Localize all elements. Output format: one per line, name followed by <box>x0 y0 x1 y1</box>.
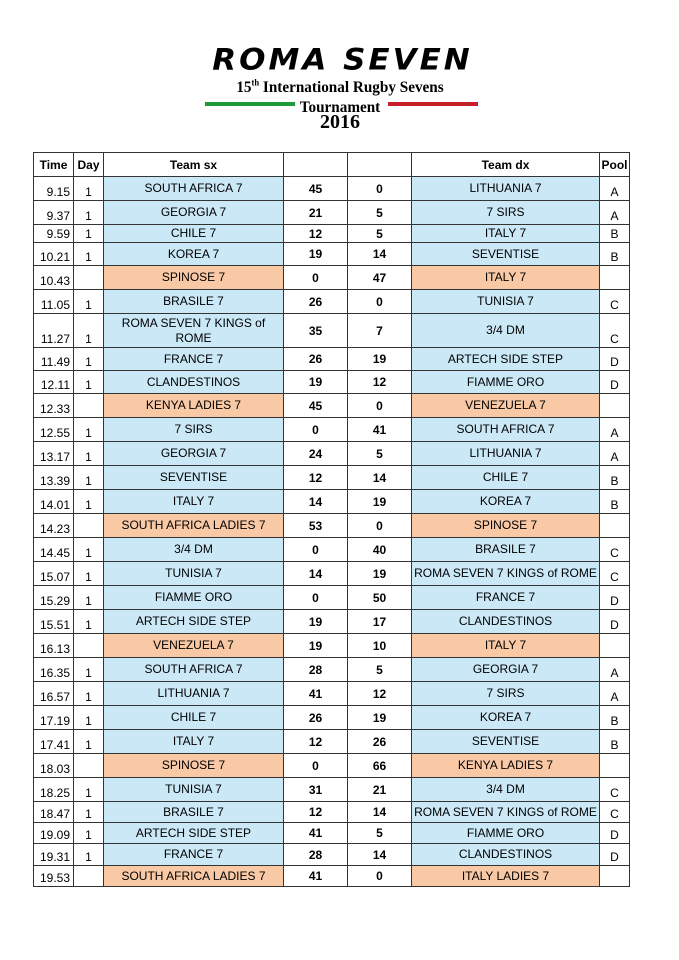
team-sx: LITHUANIA 7 <box>104 682 284 706</box>
score-sx: 26 <box>284 290 348 314</box>
match-day: 1 <box>74 562 104 586</box>
team-sx: CHILE 7 <box>104 225 284 243</box>
header-time: Time <box>34 153 74 177</box>
team-sx: BRASILE 7 <box>104 290 284 314</box>
score-dx: 50 <box>348 586 412 610</box>
table-row <box>34 634 630 658</box>
score-dx: 5 <box>348 225 412 243</box>
match-time: 16.57 <box>34 682 74 706</box>
match-pool: C <box>600 314 630 348</box>
team-dx: 3/4 DM <box>412 314 600 348</box>
score-sx: 53 <box>284 514 348 538</box>
team-dx: LITHUANIA 7 <box>412 442 600 466</box>
score-sx: 28 <box>284 844 348 866</box>
match-day: 1 <box>74 314 104 348</box>
match-day: 1 <box>74 730 104 754</box>
team-dx: KOREA 7 <box>412 490 600 514</box>
score-sx: 21 <box>284 201 348 225</box>
match-day: 1 <box>74 610 104 634</box>
score-dx: 5 <box>348 201 412 225</box>
team-sx: FRANCE 7 <box>104 844 284 866</box>
tournament-year: 2016 <box>320 111 360 133</box>
team-dx: SOUTH AFRICA 7 <box>412 418 600 442</box>
match-day: 1 <box>74 290 104 314</box>
table-row <box>34 442 630 466</box>
score-dx: 41 <box>348 418 412 442</box>
match-day: 1 <box>74 490 104 514</box>
match-day: 1 <box>74 778 104 802</box>
team-dx: SEVENTISE <box>412 243 600 266</box>
score-dx: 12 <box>348 371 412 394</box>
table-row <box>34 243 630 266</box>
match-time: 10.43 <box>34 266 74 290</box>
match-day: 1 <box>74 225 104 243</box>
team-sx: GEORGIA 7 <box>104 442 284 466</box>
match-time: 9.59 <box>34 225 74 243</box>
team-sx: 7 SIRS <box>104 418 284 442</box>
match-pool: A <box>600 201 630 225</box>
match-time: 11.27 <box>34 314 74 348</box>
team-dx: KENYA LADIES 7 <box>412 754 600 778</box>
team-dx: CLANDESTINOS <box>412 844 600 866</box>
team-sx: KENYA LADIES 7 <box>104 394 284 418</box>
team-sx: SOUTH AFRICA 7 <box>104 658 284 682</box>
match-day: 1 <box>74 586 104 610</box>
score-dx: 47 <box>348 266 412 290</box>
team-dx: ROMA SEVEN 7 KINGS of ROME <box>412 562 600 586</box>
match-day: 1 <box>74 371 104 394</box>
match-pool: C <box>600 802 630 823</box>
match-time: 15.29 <box>34 586 74 610</box>
match-pool <box>600 754 630 778</box>
team-dx: 7 SIRS <box>412 682 600 706</box>
team-sx: VENEZUELA 7 <box>104 634 284 658</box>
table-row <box>34 490 630 514</box>
match-time: 11.05 <box>34 290 74 314</box>
match-pool: D <box>600 610 630 634</box>
team-sx: GEORGIA 7 <box>104 201 284 225</box>
match-pool: A <box>600 442 630 466</box>
team-dx: ITALY 7 <box>412 225 600 243</box>
score-sx: 12 <box>284 730 348 754</box>
team-dx: KOREA 7 <box>412 706 600 730</box>
team-dx: SEVENTISE <box>412 730 600 754</box>
match-time: 13.39 <box>34 466 74 490</box>
match-pool: D <box>600 823 630 844</box>
table-row <box>34 844 630 866</box>
score-sx: 0 <box>284 586 348 610</box>
match-day <box>74 754 104 778</box>
score-sx: 19 <box>284 243 348 266</box>
team-sx: ROMA SEVEN 7 KINGS of ROME <box>104 314 284 348</box>
team-sx: KOREA 7 <box>104 243 284 266</box>
header-team-dx: Team dx <box>412 153 600 177</box>
match-pool: A <box>600 658 630 682</box>
match-pool <box>600 266 630 290</box>
team-dx: ROMA SEVEN 7 KINGS of ROME <box>412 802 600 823</box>
team-dx: ITALY 7 <box>412 266 600 290</box>
tournament-header <box>0 0 679 150</box>
match-day: 1 <box>74 538 104 562</box>
match-pool: D <box>600 586 630 610</box>
match-pool: B <box>600 466 630 490</box>
team-dx: TUNISIA 7 <box>412 290 600 314</box>
match-time: 9.37 <box>34 201 74 225</box>
match-time: 18.03 <box>34 754 74 778</box>
table-row <box>34 658 630 682</box>
match-day <box>74 866 104 887</box>
score-sx: 28 <box>284 658 348 682</box>
score-sx: 0 <box>284 266 348 290</box>
match-day <box>74 394 104 418</box>
flag-stripe-red <box>388 102 478 106</box>
match-time: 19.09 <box>34 823 74 844</box>
match-time: 14.01 <box>34 490 74 514</box>
team-sx: BRASILE 7 <box>104 802 284 823</box>
match-pool <box>600 866 630 887</box>
score-dx: 0 <box>348 394 412 418</box>
table-row <box>34 730 630 754</box>
team-dx: VENEZUELA 7 <box>412 394 600 418</box>
match-time: 15.07 <box>34 562 74 586</box>
score-sx: 19 <box>284 610 348 634</box>
score-sx: 0 <box>284 538 348 562</box>
team-dx: FIAMME ORO <box>412 371 600 394</box>
header-score-sx <box>284 153 348 177</box>
score-sx: 12 <box>284 466 348 490</box>
match-time: 14.23 <box>34 514 74 538</box>
score-dx: 12 <box>348 682 412 706</box>
table-row <box>34 514 630 538</box>
score-dx: 26 <box>348 730 412 754</box>
score-dx: 0 <box>348 290 412 314</box>
table-row <box>34 348 630 371</box>
match-time: 12.33 <box>34 394 74 418</box>
match-day: 1 <box>74 201 104 225</box>
team-sx: SPINOSE 7 <box>104 266 284 290</box>
match-pool <box>600 394 630 418</box>
match-day: 1 <box>74 658 104 682</box>
score-dx: 5 <box>348 823 412 844</box>
subtitle-ordinal: 15 <box>236 79 252 96</box>
score-dx: 19 <box>348 490 412 514</box>
team-sx: ITALY 7 <box>104 490 284 514</box>
table-row <box>34 754 630 778</box>
score-sx: 19 <box>284 371 348 394</box>
table-row <box>34 225 630 243</box>
match-time: 9.15 <box>34 177 74 201</box>
table-row <box>34 371 630 394</box>
roma-seven-logo: ROMA SEVEN <box>212 42 473 78</box>
score-dx: 14 <box>348 844 412 866</box>
score-dx: 5 <box>348 658 412 682</box>
table-row <box>34 266 630 290</box>
match-pool: B <box>600 225 630 243</box>
match-time: 17.19 <box>34 706 74 730</box>
match-day: 1 <box>74 682 104 706</box>
subtitle-text: International Rugby Sevens Tournament <box>259 79 444 116</box>
match-pool: C <box>600 290 630 314</box>
team-dx: FRANCE 7 <box>412 586 600 610</box>
score-sx: 31 <box>284 778 348 802</box>
score-sx: 45 <box>284 394 348 418</box>
team-sx: 3/4 DM <box>104 538 284 562</box>
score-dx: 0 <box>348 866 412 887</box>
match-day: 1 <box>74 802 104 823</box>
team-dx: CLANDESTINOS <box>412 610 600 634</box>
score-sx: 26 <box>284 706 348 730</box>
team-sx: CHILE 7 <box>104 706 284 730</box>
match-day: 1 <box>74 706 104 730</box>
score-dx: 14 <box>348 243 412 266</box>
score-dx: 21 <box>348 778 412 802</box>
team-sx: ARTECH SIDE STEP <box>104 610 284 634</box>
match-pool: D <box>600 844 630 866</box>
match-time: 19.31 <box>34 844 74 866</box>
match-pool <box>600 514 630 538</box>
score-sx: 41 <box>284 823 348 844</box>
table-row <box>34 706 630 730</box>
score-sx: 12 <box>284 802 348 823</box>
score-sx: 14 <box>284 562 348 586</box>
match-day: 1 <box>74 348 104 371</box>
match-pool: D <box>600 348 630 371</box>
team-sx: SPINOSE 7 <box>104 754 284 778</box>
match-time: 10.21 <box>34 243 74 266</box>
match-rows <box>34 177 630 887</box>
match-day: 1 <box>74 243 104 266</box>
team-sx: ITALY 7 <box>104 730 284 754</box>
match-day <box>74 514 104 538</box>
score-sx: 24 <box>284 442 348 466</box>
team-dx: 3/4 DM <box>412 778 600 802</box>
match-day: 1 <box>74 466 104 490</box>
team-sx: FIAMME ORO <box>104 586 284 610</box>
table-row <box>34 866 630 887</box>
match-time: 17.41 <box>34 730 74 754</box>
table-row <box>34 802 630 823</box>
score-sx: 41 <box>284 866 348 887</box>
flag-stripe-green <box>205 102 295 106</box>
header-day: Day <box>74 153 104 177</box>
score-dx: 0 <box>348 177 412 201</box>
match-time: 15.51 <box>34 610 74 634</box>
match-pool: B <box>600 490 630 514</box>
score-dx: 19 <box>348 562 412 586</box>
table-row <box>34 823 630 844</box>
team-dx: CHILE 7 <box>412 466 600 490</box>
table-row <box>34 610 630 634</box>
match-pool: A <box>600 418 630 442</box>
score-sx: 41 <box>284 682 348 706</box>
score-dx: 14 <box>348 466 412 490</box>
team-dx: SPINOSE 7 <box>412 514 600 538</box>
score-dx: 40 <box>348 538 412 562</box>
team-sx: CLANDESTINOS <box>104 371 284 394</box>
match-time: 16.13 <box>34 634 74 658</box>
match-schedule-table <box>33 152 630 887</box>
score-dx: 5 <box>348 442 412 466</box>
match-time: 14.45 <box>34 538 74 562</box>
subtitle-suffix: th <box>251 77 260 88</box>
match-day <box>74 634 104 658</box>
team-dx: BRASILE 7 <box>412 538 600 562</box>
table-row <box>34 290 630 314</box>
score-sx: 0 <box>284 754 348 778</box>
match-pool: D <box>600 371 630 394</box>
table-row <box>34 562 630 586</box>
match-day <box>74 266 104 290</box>
score-sx: 12 <box>284 225 348 243</box>
table-row <box>34 466 630 490</box>
match-pool: C <box>600 778 630 802</box>
match-pool: C <box>600 562 630 586</box>
team-sx: FRANCE 7 <box>104 348 284 371</box>
match-pool: B <box>600 730 630 754</box>
match-day: 1 <box>74 844 104 866</box>
team-dx: LITHUANIA 7 <box>412 177 600 201</box>
match-time: 12.11 <box>34 371 74 394</box>
match-time: 19.53 <box>34 866 74 887</box>
team-sx: TUNISIA 7 <box>104 562 284 586</box>
header-team-sx: Team sx <box>104 153 284 177</box>
match-time: 18.25 <box>34 778 74 802</box>
team-sx: SOUTH AFRICA LADIES 7 <box>104 866 284 887</box>
score-dx: 10 <box>348 634 412 658</box>
table-header-row <box>34 153 630 177</box>
score-dx: 7 <box>348 314 412 348</box>
match-day: 1 <box>74 177 104 201</box>
match-pool: A <box>600 682 630 706</box>
match-time: 12.55 <box>34 418 74 442</box>
team-sx: SOUTH AFRICA LADIES 7 <box>104 514 284 538</box>
header-score-dx <box>348 153 412 177</box>
team-dx: GEORGIA 7 <box>412 658 600 682</box>
score-sx: 14 <box>284 490 348 514</box>
score-dx: 19 <box>348 348 412 371</box>
match-day: 1 <box>74 823 104 844</box>
match-day: 1 <box>74 442 104 466</box>
match-pool: C <box>600 538 630 562</box>
team-dx: FIAMME ORO <box>412 823 600 844</box>
match-pool: B <box>600 243 630 266</box>
match-pool: A <box>600 177 630 201</box>
table-row <box>34 201 630 225</box>
team-dx: ITALY 7 <box>412 634 600 658</box>
table-row <box>34 177 630 201</box>
table-row <box>34 538 630 562</box>
score-dx: 66 <box>348 754 412 778</box>
score-sx: 35 <box>284 314 348 348</box>
table-row <box>34 394 630 418</box>
table-row <box>34 418 630 442</box>
team-dx: ARTECH SIDE STEP <box>412 348 600 371</box>
tournament-subtitle <box>198 77 483 116</box>
score-sx: 26 <box>284 348 348 371</box>
score-dx: 19 <box>348 706 412 730</box>
match-time: 18.47 <box>34 802 74 823</box>
score-dx: 17 <box>348 610 412 634</box>
score-dx: 0 <box>348 514 412 538</box>
team-sx: ARTECH SIDE STEP <box>104 823 284 844</box>
match-pool: B <box>600 706 630 730</box>
score-sx: 45 <box>284 177 348 201</box>
team-dx: 7 SIRS <box>412 201 600 225</box>
match-pool <box>600 634 630 658</box>
team-sx: SEVENTISE <box>104 466 284 490</box>
table-row <box>34 314 630 348</box>
score-sx: 19 <box>284 634 348 658</box>
match-day: 1 <box>74 418 104 442</box>
table-row <box>34 586 630 610</box>
score-dx: 14 <box>348 802 412 823</box>
header-pool: Pool <box>600 153 630 177</box>
team-sx: TUNISIA 7 <box>104 778 284 802</box>
score-sx: 0 <box>284 418 348 442</box>
match-time: 13.17 <box>34 442 74 466</box>
table-row <box>34 682 630 706</box>
match-time: 11.49 <box>34 348 74 371</box>
team-dx: ITALY LADIES 7 <box>412 866 600 887</box>
table-row <box>34 778 630 802</box>
match-time: 16.35 <box>34 658 74 682</box>
team-sx: SOUTH AFRICA 7 <box>104 177 284 201</box>
